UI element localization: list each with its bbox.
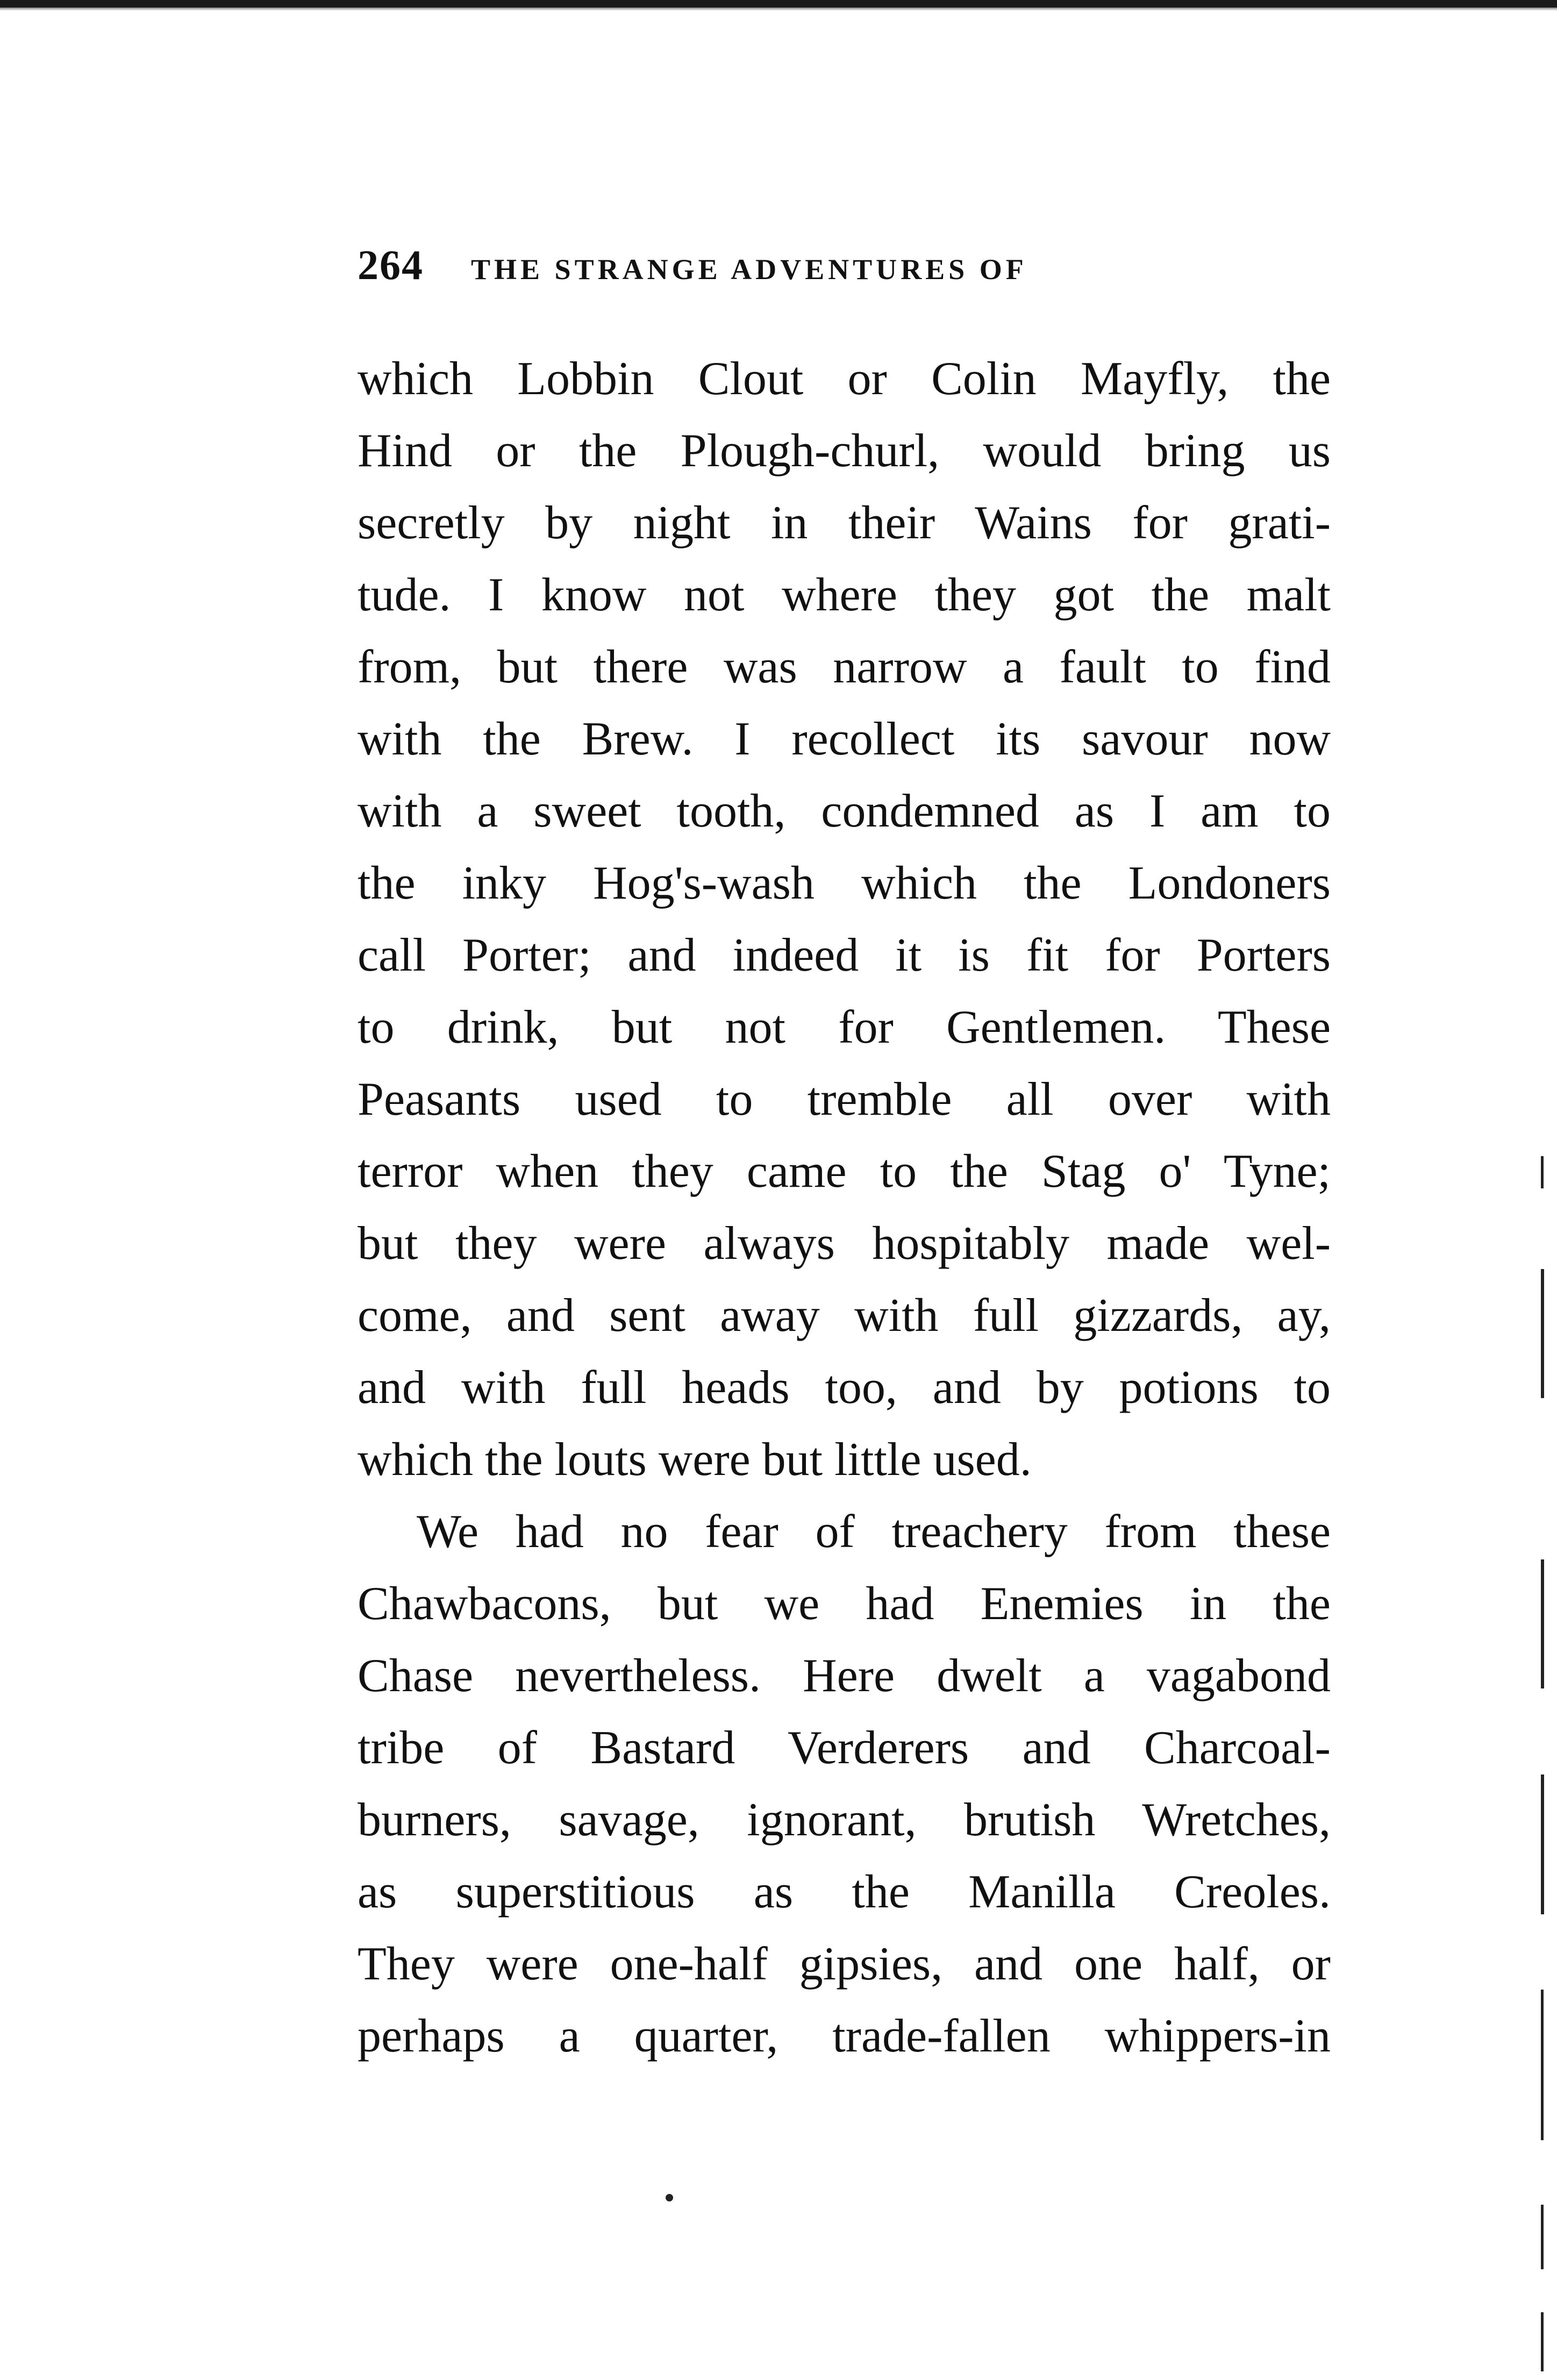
page-number: 264: [358, 241, 424, 288]
paragraph-2: [358, 1496, 1331, 2072]
text-line: burners, savage, ignorant, brutish Wretches,: [358, 1794, 1331, 1846]
text-line: which the louts were but little used.: [358, 1434, 1032, 1486]
margin-scan-mark: [1541, 2312, 1544, 2371]
text-line: come, and sent away with full gizzards, ay,: [358, 1289, 1331, 1342]
margin-scan-mark: [1541, 2205, 1544, 2269]
text-line: from, but there was narrow a fault to find: [358, 641, 1331, 693]
text-line: secretly by night in their Wains for grati-: [358, 497, 1331, 549]
text-line: to drink, but not for Gentlemen. These: [358, 1001, 1331, 1053]
page-body: [358, 343, 1331, 2072]
text-line: Chase nevertheless. Here dwelt a vagabond: [358, 1650, 1331, 1702]
text-line: tribe of Bastard Verderers and Charcoal-: [358, 1722, 1331, 1774]
text-line: and with full heads too, and by potions to: [358, 1362, 1331, 1414]
margin-scan-mark: [1541, 1775, 1544, 1914]
text-line: as superstitious as the Manilla Creoles.: [358, 1866, 1331, 1918]
text-line: but they were always hospitably made wel-: [358, 1217, 1331, 1270]
stray-ink-dot: [666, 2194, 673, 2201]
text-line: the inky Hog's-wash which the Londoners: [358, 857, 1331, 909]
text-line: tude. I know not where they got the malt: [358, 569, 1331, 621]
text-line: Hind or the Plough-churl, would bring us: [358, 425, 1331, 477]
top-edge-shadow: [0, 8, 1557, 11]
text-line: perhaps a quarter, trade-fallen whippers-in: [358, 2010, 1331, 2062]
text-line: Peasants used to tremble all over with: [358, 1073, 1331, 1125]
text-line: terror when they came to the Stag o' Tyne;: [358, 1145, 1331, 1198]
text-line: which Lobbin Clout or Colin Mayfly, the: [358, 353, 1331, 405]
top-edge-rule: [0, 0, 1557, 8]
running-title: THE STRANGE ADVENTURES OF: [471, 253, 1027, 286]
text-line: Chawbacons, but we had Enemies in the: [358, 1578, 1331, 1630]
text-line: call Porter; and indeed it is fit for Porters: [358, 929, 1331, 981]
text-line: with a sweet tooth, condemned as I am to: [358, 785, 1331, 837]
margin-scan-mark: [1541, 1559, 1544, 1688]
paragraph-1: [358, 343, 1331, 1496]
running-head: [358, 241, 1358, 289]
margin-scan-mark: [1541, 1990, 1544, 2140]
text-line: with the Brew. I recollect its savour now: [358, 713, 1331, 765]
text-line: We had no fear of treachery from these: [417, 1506, 1331, 1558]
text-line: They were one-half gipsies, and one half, or: [358, 1938, 1331, 1990]
margin-scan-mark: [1541, 1156, 1544, 1188]
margin-scan-mark: [1541, 1269, 1544, 1398]
